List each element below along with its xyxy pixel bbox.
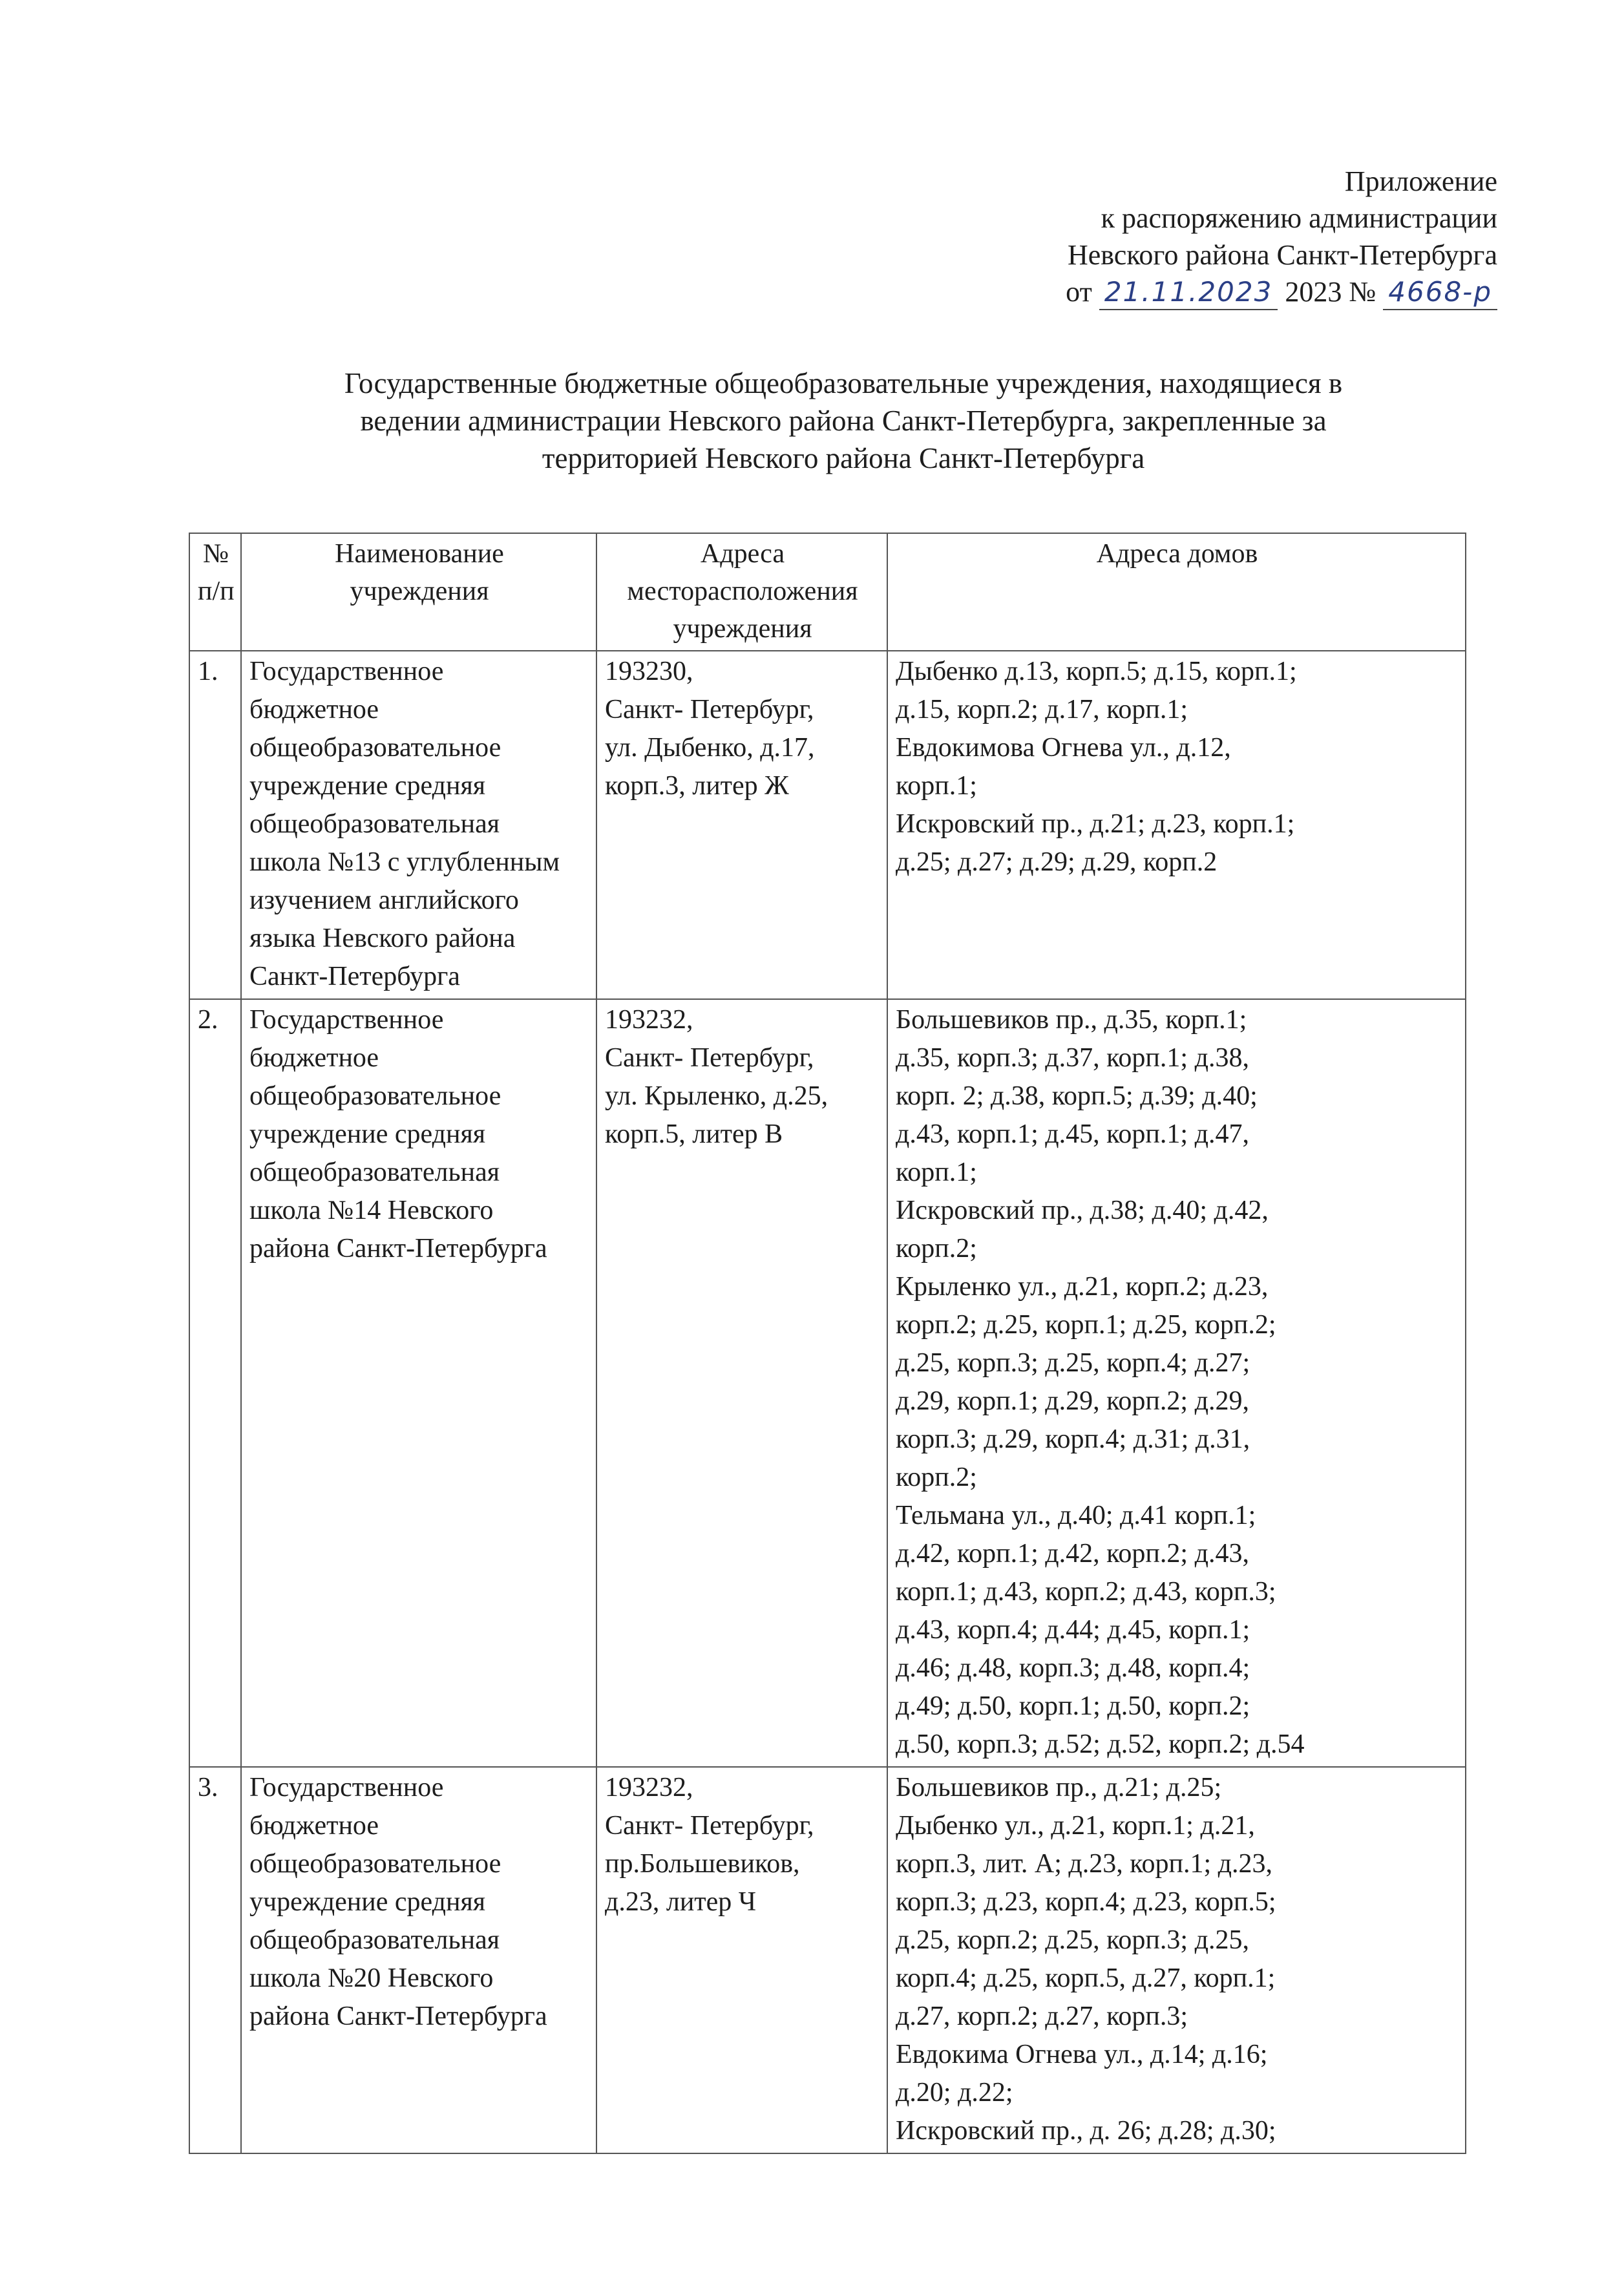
header-text: п/п <box>198 576 235 606</box>
cell-text-line: ул. Дыбенко, д.17, <box>605 733 815 763</box>
school-name-cell <box>241 999 596 1767</box>
header-date-line <box>1066 273 1497 310</box>
cell-text-line: д.29, корп.1; д.29, корп.2; д.29, <box>896 1386 1249 1416</box>
cell-text-line: корп.2; <box>896 1463 977 1492</box>
title-line: Государственные бюджетные общеобразовательные учреждения, находящиеся в <box>344 367 1343 399</box>
cell-text-line: д.25, корп.3; д.25, корп.4; д.27; <box>896 1348 1250 1378</box>
school-location-cell <box>596 651 887 999</box>
cell-text-line: Евдокимова Огнева ул., д.12, <box>896 733 1231 763</box>
cell-text-line: учреждение средняя <box>249 1119 486 1149</box>
cell-text-line: корп.5, литер В <box>605 1119 783 1149</box>
title-line: территорией Невского района Санкт-Петербурга <box>542 442 1145 474</box>
appendix-header <box>1066 163 1497 310</box>
table-row <box>189 651 1466 999</box>
school-location-cell <box>596 1767 887 2153</box>
cell-text-line: д.43, корп.1; д.45, корп.1; д.47, <box>896 1119 1249 1149</box>
header-text: учреждения <box>673 614 812 644</box>
cell-text-line: языка Невского района <box>249 924 516 953</box>
header-text: Адреса <box>700 539 785 569</box>
header-line: Приложение <box>1344 165 1497 197</box>
table-header-row <box>189 533 1466 651</box>
table-row <box>189 1767 1466 2153</box>
handwritten-date: 21.11.2023 <box>1099 276 1278 310</box>
cell-text-line: д.27, корп.2; д.27, корп.3; <box>896 2002 1188 2031</box>
cell-text-line: Большевиков пр., д.21; д.25; <box>896 1773 1222 1802</box>
year-number-label: 2023 № <box>1285 276 1376 308</box>
cell-text-line: д.25, корп.2; д.25, корп.3; д.25, <box>896 1925 1249 1955</box>
cell-text-line: изучением английского <box>249 885 519 915</box>
school-location-cell <box>596 999 887 1767</box>
cell-text-line: Искровский пр., д.38; д.40; д.42, <box>896 1196 1269 1225</box>
table-row <box>189 999 1466 1767</box>
cell-text-line: корп.2; д.25, корп.1; д.25, корп.2; <box>896 1310 1276 1340</box>
schools-table <box>189 533 1466 2154</box>
cell-text-line: общеобразовательная <box>249 809 500 839</box>
header-location <box>596 533 887 651</box>
header-line: Невского района Санкт-Петербурга <box>1067 239 1497 271</box>
date-prefix: от <box>1066 276 1092 308</box>
cell-text-line: д.49; д.50, корп.1; д.50, корп.2; <box>896 1691 1250 1721</box>
cell-text-line: корп.3; д.29, корп.4; д.31; д.31, <box>896 1424 1250 1454</box>
school-name-cell <box>241 651 596 999</box>
cell-text-line: 193232, <box>605 1005 693 1035</box>
cell-text-line: корп.3, лит. А; д.23, корп.1; д.23, <box>896 1849 1273 1879</box>
cell-text-line: Большевиков пр., д.35, корп.1; <box>896 1005 1247 1035</box>
cell-text-line: корп.2; <box>896 1234 977 1263</box>
cell-text-line: Санкт- Петербург, <box>605 695 814 724</box>
cell-text-line: учреждение средняя <box>249 1887 486 1917</box>
cell-text-line: школа №20 Невского <box>249 1963 494 1993</box>
cell-text-line: д.15, корп.2; д.17, корп.1; <box>896 695 1188 724</box>
cell-text-line: Санкт-Петербурга <box>249 962 460 991</box>
cell-text-line: учреждение средняя <box>249 771 486 801</box>
cell-text-line: пр.Большевиков, <box>605 1849 800 1879</box>
title-line: ведении администрации Невского района Санкт-Петербурга, закрепленные за <box>360 405 1327 437</box>
header-text: месторасположения <box>627 576 858 606</box>
header-line: к распоряжению администрации <box>1101 202 1497 234</box>
house-addresses-cell <box>887 999 1466 1767</box>
cell-text-line: Евдокима Огнева ул., д.14; д.16; <box>896 2040 1268 2069</box>
handwritten-number: 4668-р <box>1383 276 1497 310</box>
cell-text-line: общеобразовательная <box>249 1925 500 1955</box>
cell-text-line: Санкт- Петербург, <box>605 1043 814 1073</box>
cell-text-line: д.46; д.48, корп.3; д.48, корп.4; <box>896 1653 1250 1683</box>
cell-text-line: Дыбенко д.13, корп.5; д.15, корп.1; <box>896 657 1297 686</box>
cell-text-line: д.50, корп.3; д.52; д.52, корп.2; д.54 <box>896 1729 1305 1759</box>
cell-text-line: района Санкт-Петербурга <box>249 2002 547 2031</box>
cell-text-line: Государственное <box>249 1005 444 1035</box>
cell-text-line: Санкт- Петербург, <box>605 1811 814 1841</box>
cell-text-line: корп.4; д.25, корп.5, д.27, корп.1; <box>896 1963 1276 1993</box>
row-number: 3. <box>189 1767 241 2153</box>
cell-text-line: общеобразовательное <box>249 1849 501 1879</box>
cell-text-line: бюджетное <box>249 1811 379 1841</box>
cell-text-line: д.20; д.22; <box>896 2078 1013 2108</box>
cell-text-line: бюджетное <box>249 695 379 724</box>
cell-text-line: корп.3; д.23, корп.4; д.23, корп.5; <box>896 1887 1276 1917</box>
cell-text-line: корп.1; <box>896 771 977 801</box>
row-number: 1. <box>189 651 241 999</box>
cell-text-line: района Санкт-Петербурга <box>249 1234 547 1263</box>
cell-text-line: Тельмана ул., д.40; д.41 корп.1; <box>896 1501 1256 1530</box>
cell-text-line: общеобразовательное <box>249 733 501 763</box>
cell-text-line: д.25; д.27; д.29; д.29, корп.2 <box>896 847 1218 877</box>
cell-text-line: 193232, <box>605 1773 693 1802</box>
table-body <box>189 651 1466 2153</box>
house-addresses-cell <box>887 651 1466 999</box>
cell-text-line: 193230, <box>605 657 693 686</box>
house-addresses-cell <box>887 1767 1466 2153</box>
cell-text-line: Дыбенко ул., д.21, корп.1; д.21, <box>896 1811 1255 1841</box>
cell-text-line: бюджетное <box>249 1043 379 1073</box>
cell-text-line: Государственное <box>249 1773 444 1802</box>
header-addresses <box>887 533 1466 651</box>
header-text: Наименование <box>335 539 504 569</box>
header-text: № <box>202 539 229 569</box>
header-text: учреждения <box>350 576 489 606</box>
cell-text-line: корп. 2; д.38, корп.5; д.39; д.40; <box>896 1081 1258 1111</box>
cell-text-line: д.43, корп.4; д.44; д.45, корп.1; <box>896 1615 1250 1645</box>
cell-text-line: Крыленко ул., д.21, корп.2; д.23, <box>896 1272 1269 1302</box>
header-name <box>241 533 596 651</box>
cell-text-line: д.23, литер Ч <box>605 1887 757 1917</box>
cell-text-line: школа №13 с углубленным <box>249 847 560 877</box>
cell-text-line: Искровский пр., д. 26; д.28; д.30; <box>896 2116 1276 2146</box>
document-title <box>213 364 1473 477</box>
cell-text-line: ул. Крыленко, д.25, <box>605 1081 828 1111</box>
cell-text-line: д.35, корп.3; д.37, корп.1; д.38, <box>896 1043 1249 1073</box>
row-number: 2. <box>189 999 241 1767</box>
cell-text-line: д.42, корп.1; д.42, корп.2; д.43, <box>896 1539 1249 1569</box>
cell-text-line: Государственное <box>249 657 444 686</box>
cell-text-line: корп.1; <box>896 1157 977 1187</box>
cell-text-line: корп.3, литер Ж <box>605 771 789 801</box>
cell-text-line: корп.1; д.43, корп.2; д.43, корп.3; <box>896 1577 1276 1607</box>
cell-text-line: общеобразовательная <box>249 1157 500 1187</box>
cell-text-line: Искровский пр., д.21; д.23, корп.1; <box>896 809 1295 839</box>
school-name-cell <box>241 1767 596 2153</box>
cell-text-line: школа №14 Невского <box>249 1196 494 1225</box>
header-text: Адреса домов <box>1096 539 1258 569</box>
header-number <box>189 533 241 651</box>
cell-text-line: общеобразовательное <box>249 1081 501 1111</box>
